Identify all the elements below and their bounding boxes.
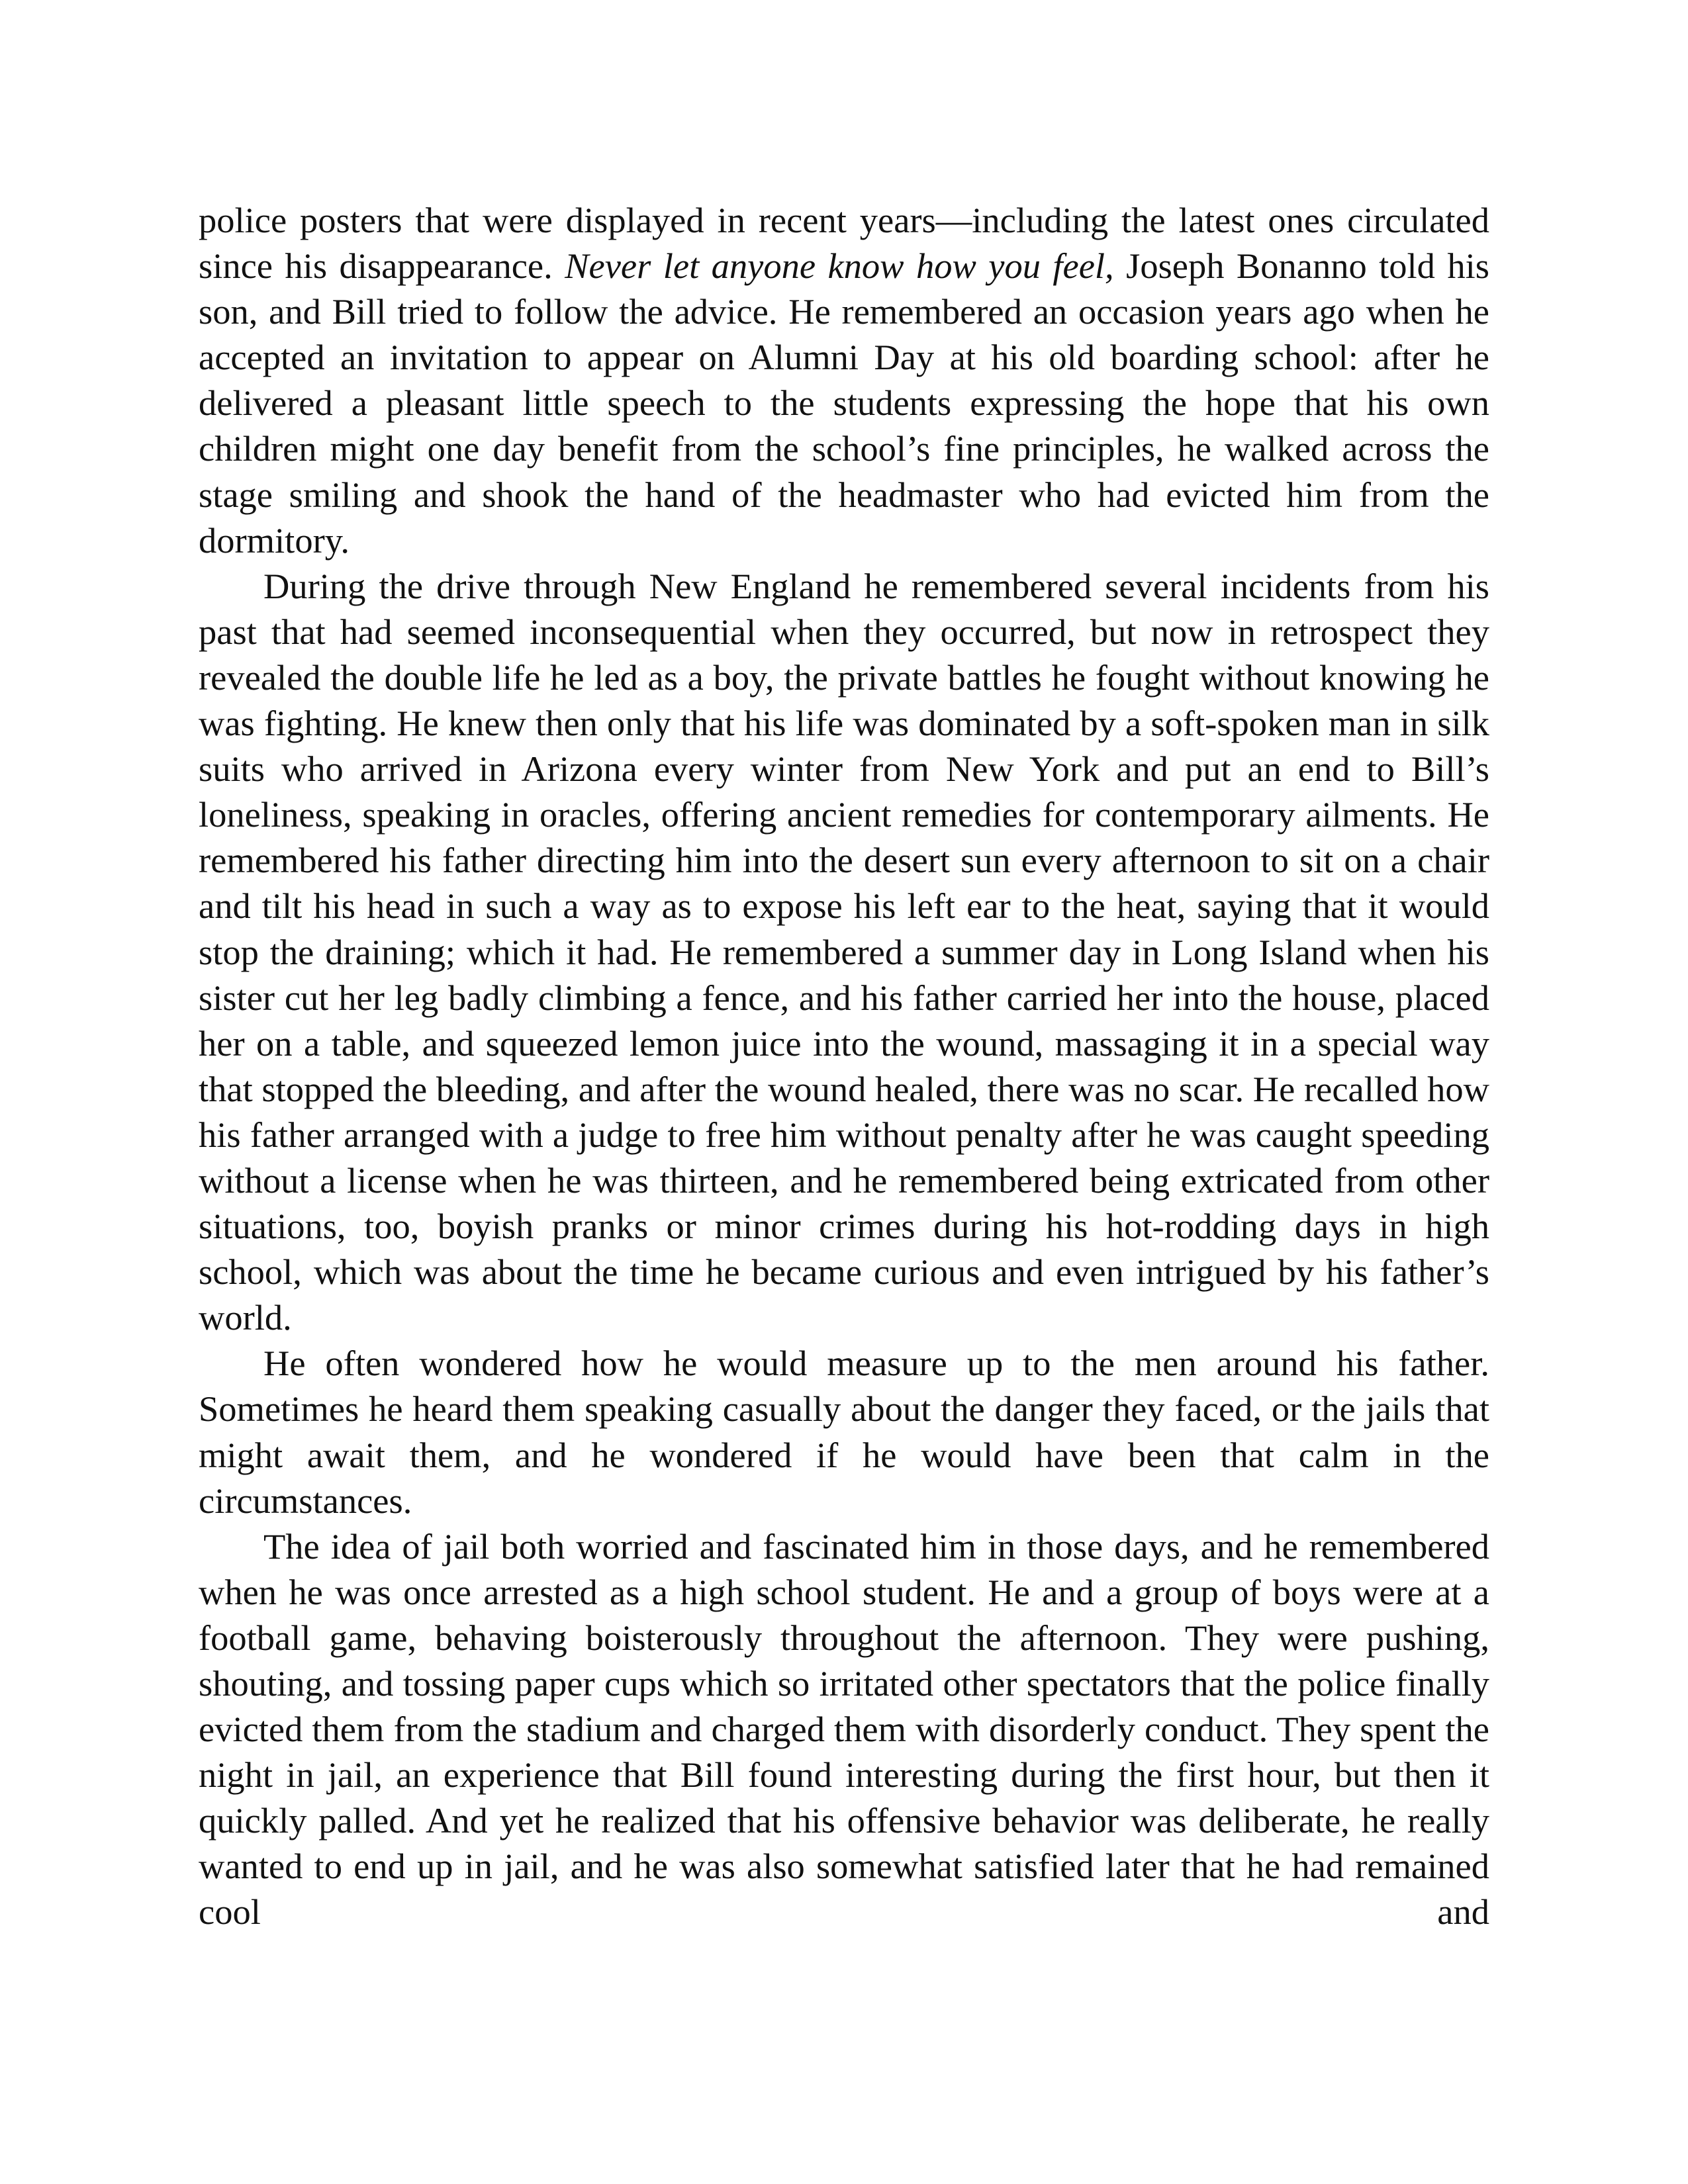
paragraph-1 — [199, 197, 1489, 563]
document-page — [199, 197, 1489, 1935]
paragraph-4 — [199, 1524, 1489, 1935]
paragraph-2 — [199, 563, 1489, 1341]
paragraph-1-text-a: police posters that were displayed in recent years—including the latest ones circulated since his disappearance. — [199, 200, 1489, 287]
paragraph-2-text: During the drive through New England he remembered several incidents from his past that had seemed inconsequential when they occurred, but now in retrospect they revealed the double life he led as a boy, the private battles he fought without knowing he was fighting. He knew then only that his life was dominated by a soft-spoken man in silk suits who arrived in Arizona every winter from New York and put an end to Bill’s loneliness, speaking in oracles, offering ancient remedies for contemporary ailments. He remembered his father directing him into the desert sun every afternoon to sit on a chair and tilt his head in such a way as to expose his left ear to the heat, saying that it would stop the draining; which it had. He remembered a summer day in Long Island when his sister cut her leg badly climbing a fence, and his father carried her into the house, placed her on a table, and squeezed lemon juice into the wound, massaging it in a special way that stopped the bleeding, and after the wound healed, there was no scar. He recalled how his father arranged with a judge to free him without penalty after he was caught speeding without a license when he was thirteen, and he remembered being extricated from other situations, too, boyish pranks or minor crimes during his hot-rodding days in high school, which was about the time he became curious and even intrigued by his father’s world. — [199, 565, 1489, 1338]
paragraph-1-italic-quote: Never let anyone know how you feel, — [565, 246, 1114, 287]
paragraph-3-text: He often wondered how he would measure up to the men around his father. Sometimes he heard them speaking casually about the danger they faced, or the jails that might await them, and he wondered if he would have been that calm in the circumstances. — [199, 1343, 1489, 1521]
paragraph-4-text: The idea of jail both worried and fascinated him in those days, and he remembered when he was once arrested as a high school student. He and a group of boys were at a football game, behaving boisterously throughout the afternoon. They were pushing, shouting, and tossing paper cups which so irritated other spectators that the police finally evicted them from the stadium and charged them with disorderly conduct. They spent the night in jail, an experience that Bill found interesting during the first hour, but then it quickly palled. And yet he realized that his offensive behavior was deliberate, he really wanted to end up in jail, and he was also somewhat satisfied later that he had remained cool and — [199, 1525, 1489, 1933]
paragraph-3 — [199, 1340, 1489, 1523]
paragraph-1-text-b: Joseph Bonanno told his son, and Bill tried to follow the advice. He remembered an occasion years ago when he accepted an invitation to appear on Alumni Day at his old boarding school: after he delivered a pleasant little speech to the students expressing the hope that his own children might one day benefit from the school’s fine principles, he walked across the stage smiling and shook the hand of the headmaster who had evicted him from the dormitory. — [199, 246, 1489, 561]
